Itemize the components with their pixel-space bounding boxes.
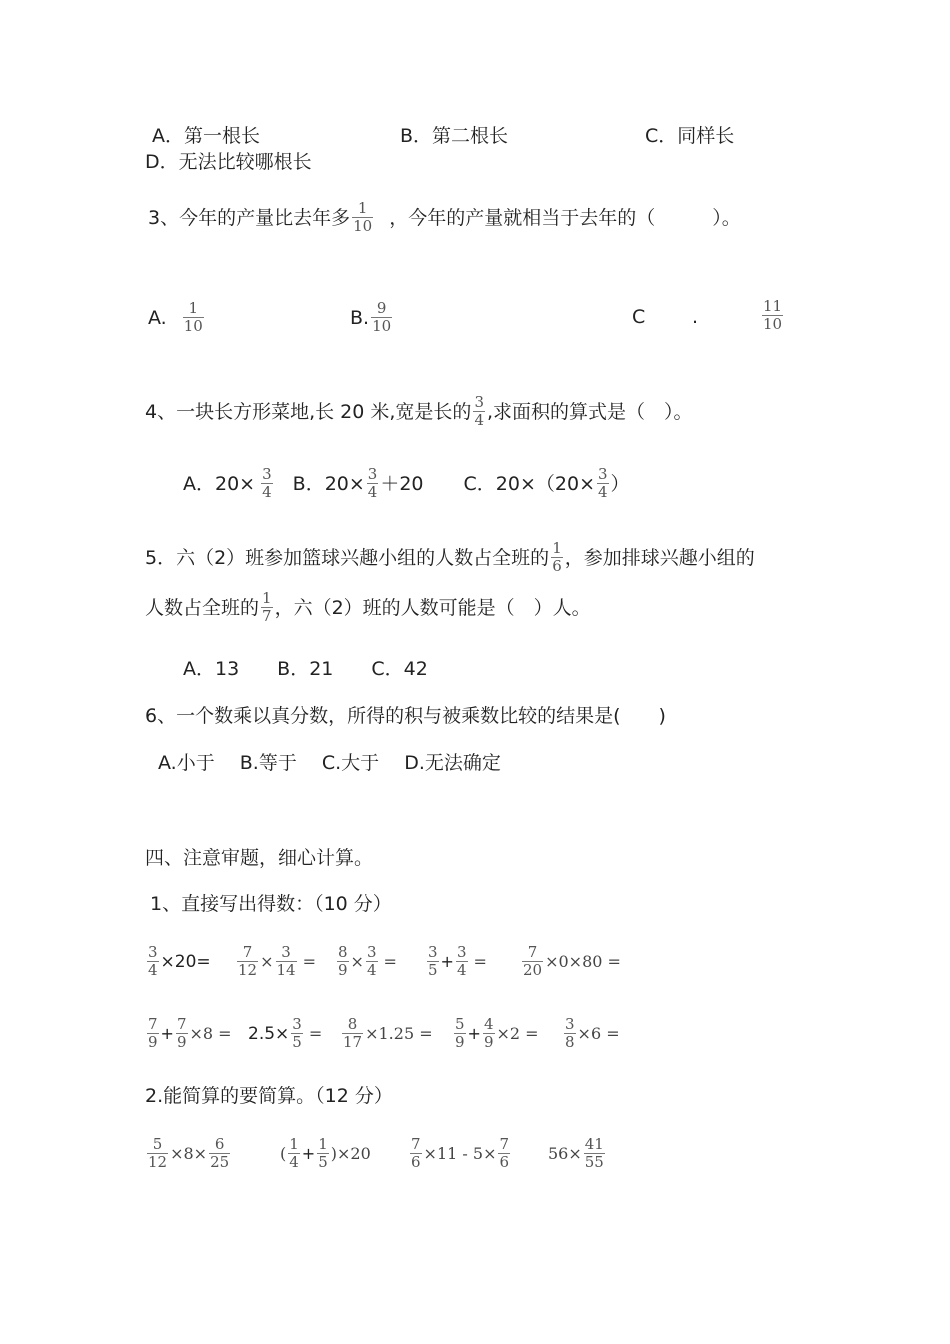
part-2-title: 2.能简算的要简算。（12 分） — [145, 1085, 393, 1107]
fraction-numerator: 9 — [376, 299, 387, 317]
fraction-denominator: 55 — [584, 1153, 604, 1171]
operator: + — [160, 1023, 174, 1043]
fraction-numerator: 7 — [176, 1015, 187, 1033]
fraction — [371, 300, 392, 335]
fraction-numerator: 1 — [552, 539, 562, 557]
calc-text: ( — [280, 1143, 287, 1163]
calc-3-3 — [408, 1136, 512, 1171]
part-1-title: 1、直接写出得数：（10 分） — [150, 893, 392, 915]
fraction-denominator: 10 — [372, 317, 392, 335]
calc-2-2 — [248, 1016, 322, 1051]
q5-line1-after: ，参加排球兴趣小组的 — [564, 546, 755, 569]
fraction-numerator: 3 — [262, 465, 272, 483]
fraction-denominator: 10 — [353, 217, 373, 235]
calc-text: = — [383, 951, 397, 971]
fraction-denominator: 4 — [262, 483, 272, 501]
q4-options — [183, 466, 630, 501]
fraction-denominator: 6 — [411, 1153, 421, 1171]
fraction — [237, 944, 258, 979]
option-label: A. — [148, 306, 167, 329]
q6-options: A.小于 B.等于 C.大于 D.无法确定 — [158, 752, 501, 774]
calc-text: 2.5× — [248, 1023, 290, 1044]
fraction-denominator: 17 — [343, 1033, 363, 1051]
fraction-denominator: 4 — [456, 961, 467, 979]
calc-text: ×0×80 = — [545, 951, 621, 971]
fraction-numerator: 3 — [428, 943, 438, 961]
calc-3-4 — [548, 1136, 607, 1171]
q5-line2-before: 人数占全班的 — [145, 596, 260, 619]
fraction-denominator: 4 — [598, 483, 608, 501]
calc-2-3 — [340, 1016, 433, 1051]
fraction-numerator: 3 — [281, 943, 291, 961]
fraction-denominator: 5 — [428, 961, 438, 979]
fraction-numerator: 7 — [148, 1015, 158, 1033]
q4-option-a-pre: A．20× — [183, 472, 256, 495]
fraction-numerator: 3 — [367, 465, 378, 483]
fraction-numerator: 3 — [565, 1015, 575, 1033]
q2-option-c: C．同样长 — [645, 125, 735, 147]
fraction-numerator: 8 — [338, 943, 348, 961]
calc-text: )×20 — [330, 1143, 371, 1163]
fraction-denominator: 4 — [366, 961, 377, 979]
fraction-numerator: 41 — [584, 1135, 604, 1153]
calc-text: ×1.25 = — [365, 1023, 433, 1043]
calc-3-1 — [145, 1136, 232, 1171]
q3-option-c-fraction — [760, 298, 785, 333]
operator: + — [301, 1143, 316, 1163]
calc-1-2 — [235, 944, 316, 979]
question-6-stem: 6、一个数乘以真分数，所得的积与被乘数比较的结果是( ) — [145, 705, 666, 727]
fraction — [456, 944, 468, 979]
fraction-numerator: 8 — [347, 1015, 358, 1033]
fraction — [147, 1136, 168, 1171]
calc-3-2 — [280, 1136, 371, 1171]
q4-option-c-post: ） — [610, 472, 630, 495]
fraction-numerator: 1 — [357, 199, 368, 217]
calc-text: = — [302, 951, 316, 971]
fraction-denominator: 9 — [455, 1033, 465, 1051]
q5-line2-after: ，六（2）班的人数可能是（ ）人。 — [274, 596, 591, 619]
calc-text: ×2 = — [496, 1023, 539, 1043]
calc-text: ×11 - 5× — [423, 1143, 497, 1163]
fraction — [584, 1136, 605, 1171]
fraction-denominator: 9 — [483, 1033, 494, 1051]
fraction — [176, 1016, 188, 1051]
fraction-numerator: 3 — [598, 465, 608, 483]
fraction — [261, 466, 273, 501]
fraction — [337, 944, 349, 979]
fraction-numerator: 1 — [262, 589, 272, 607]
q2-option-d: D．无法比较哪根长 — [145, 151, 312, 173]
fraction-numerator: 1 — [188, 299, 199, 317]
fraction — [209, 1136, 230, 1171]
fraction-denominator: 5 — [292, 1033, 302, 1051]
fraction-numerator: 5 — [455, 1015, 465, 1033]
question-4-stem — [145, 394, 693, 429]
q3-stem-before: 3、今年的产量比去年多 — [148, 206, 351, 229]
fraction-denominator: 20 — [523, 961, 543, 979]
calc-1-3 — [335, 944, 397, 979]
question-5-line-1 — [145, 540, 755, 575]
q3-option-c-dot: . — [692, 306, 699, 328]
fraction — [288, 1136, 300, 1171]
q3-option-c-label: C — [632, 306, 646, 328]
fraction-numerator: 3 — [366, 943, 377, 961]
fraction-denominator: 10 — [183, 317, 203, 335]
fraction-numerator: 3 — [456, 943, 467, 961]
calc-2-4 — [452, 1016, 539, 1051]
fraction-denominator: 9 — [338, 961, 348, 979]
calc-text: = — [308, 1023, 323, 1043]
calc-2-5 — [562, 1016, 620, 1051]
fraction — [498, 1136, 510, 1171]
q3-option-a — [148, 300, 206, 335]
q4-option-c-pre: C．20×（20× — [463, 472, 595, 495]
fraction — [261, 590, 273, 625]
calc-1-1 — [145, 944, 211, 979]
fraction — [473, 394, 485, 429]
calc-text: 56× — [548, 1143, 582, 1163]
fraction — [427, 944, 439, 979]
fraction-denominator: 25 — [210, 1153, 230, 1171]
q4-stem-after: ,求面积的算式是（ ）。 — [486, 400, 693, 423]
fraction-numerator: 6 — [214, 1135, 225, 1153]
fraction-denominator: 12 — [148, 1153, 168, 1171]
calc-2-1 — [145, 1016, 232, 1051]
fraction — [366, 944, 378, 979]
calc-text: = — [473, 951, 487, 971]
calc-text: ×8× — [170, 1143, 208, 1163]
fraction-numerator: 4 — [483, 1015, 494, 1033]
operator: + — [440, 951, 454, 971]
fraction — [522, 944, 543, 979]
fraction — [147, 1016, 159, 1051]
calc-text: ×20= — [160, 951, 211, 972]
fraction-denominator: 8 — [565, 1033, 575, 1051]
fraction-numerator: 3 — [474, 393, 484, 411]
fraction — [291, 1016, 303, 1051]
q4-option-b-post: ＋20 — [380, 472, 424, 495]
q2-option-a: A．第一根长 — [152, 125, 260, 147]
fraction-denominator: 5 — [318, 1153, 328, 1171]
q4-option-b-pre: B．20× — [292, 472, 365, 495]
fraction-denominator: 9 — [148, 1033, 158, 1051]
calc-1-4 — [425, 944, 487, 979]
q5-options: A．13 B．21 C．42 — [183, 658, 428, 680]
fraction — [564, 1016, 576, 1051]
q3-option-b — [350, 300, 394, 335]
fraction — [410, 1136, 422, 1171]
fraction-denominator: 6 — [552, 557, 562, 575]
fraction — [483, 1016, 495, 1051]
fraction — [551, 540, 563, 575]
fraction-denominator: 7 — [262, 607, 272, 625]
q5-line1-before: 5．六（2）班参加篮球兴趣小组的人数占全班的 — [145, 546, 550, 569]
question-5-line-2 — [145, 590, 591, 625]
fraction-denominator: 9 — [176, 1033, 187, 1051]
fraction-numerator: 7 — [411, 1135, 421, 1153]
question-3-stem — [148, 200, 741, 235]
fraction-numerator: 7 — [499, 1135, 510, 1153]
q3-stem-after: ，今年的产量就相当于去年的（ ）。 — [389, 206, 741, 229]
fraction — [454, 1016, 466, 1051]
fraction-denominator: 6 — [499, 1153, 510, 1171]
fraction — [147, 944, 159, 979]
fraction — [367, 466, 379, 501]
fraction-denominator: 14 — [276, 961, 296, 979]
fraction — [317, 1136, 329, 1171]
q4-stem-before: 4、一块长方形菜地,长 20 米,宽是长的 — [145, 400, 472, 423]
fraction-numerator: 3 — [292, 1015, 302, 1033]
fraction-numerator: 7 — [242, 943, 253, 961]
section-4-title: 四、注意审题，细心计算。 — [145, 847, 374, 869]
fraction-denominator: 4 — [474, 411, 484, 429]
fraction-numerator: 7 — [527, 943, 538, 961]
fraction-numerator: 1 — [289, 1135, 299, 1153]
operator: + — [467, 1023, 481, 1043]
operator: × — [260, 951, 274, 971]
fraction-denominator: 4 — [367, 483, 378, 501]
fraction-numerator: 11 — [763, 297, 783, 315]
fraction — [597, 466, 609, 501]
fraction-denominator: 10 — [763, 315, 783, 333]
fraction-numerator: 3 — [148, 943, 158, 961]
calc-text: ×6 = — [577, 1023, 620, 1043]
q2-option-b: B．第二根长 — [400, 125, 509, 147]
option-label: B. — [350, 306, 370, 329]
fraction — [352, 200, 373, 235]
calc-text: ×8 = — [189, 1023, 232, 1043]
fraction-numerator: 5 — [152, 1135, 163, 1153]
fraction — [276, 944, 297, 979]
operator: × — [350, 951, 364, 971]
fraction — [342, 1016, 363, 1051]
fraction-denominator: 12 — [238, 961, 258, 979]
fraction — [183, 300, 204, 335]
calc-1-5 — [520, 944, 621, 979]
fraction — [762, 298, 783, 333]
fraction-denominator: 4 — [148, 961, 158, 979]
fraction-numerator: 1 — [318, 1135, 328, 1153]
fraction-denominator: 4 — [289, 1153, 299, 1171]
